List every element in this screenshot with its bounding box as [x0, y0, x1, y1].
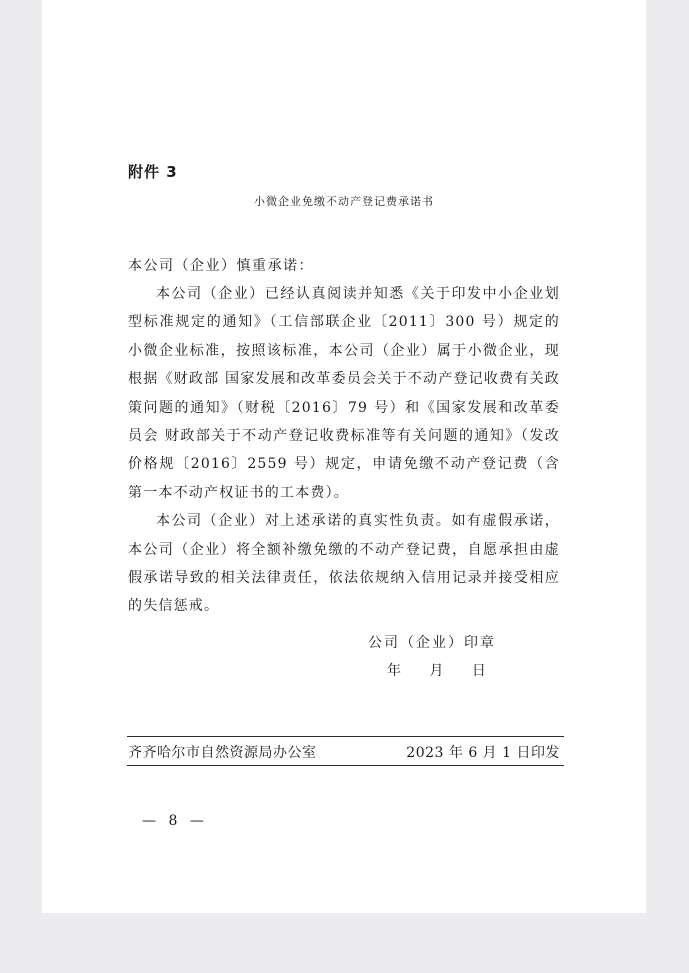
issue-date: 2023 年 6 月 1 日印发: [406, 745, 560, 761]
body-text: [128, 280, 560, 621]
date-placeholder: 年 月 日: [387, 663, 486, 679]
divider: [127, 765, 564, 766]
document-title: 小微企业免缴不动产登记费承诺书: [254, 195, 434, 208]
paragraph: 本公司（企业）已经认真阅读并知悉《关于印发中小企业划型标准规定的通知》（工信部联企业〔2011〕300 号）规定的小微企业标准，按照该标准，本公司（企业）属于小微企业，现根据《财政部 国家发展和改革委员会关于不动产登记收费有关政策问题的通知》（财税〔2016〕79 号）和《国家发展和改革委员会 财政部关于不动产登记收费标准等有关问题的通知》（发改价格规〔2016〕2559 号）规定，申请免缴不动产登记费（含第一本不动产权证书的工本费）。: [128, 286, 560, 501]
document-page: [42, 0, 646, 913]
salutation: 本公司（企业）慎重承诺：: [128, 258, 314, 274]
attachment-label: 附件 3: [128, 163, 178, 181]
issuer: 齐齐哈尔市自然资源局办公室: [128, 745, 317, 761]
paragraph: 本公司（企业）对上述承诺的真实性负责。如有虚假承诺，本公司（企业）将全额补缴免缴的不动产登记费，自愿承担由虚假承诺导致的相关法律责任，依法依规纳入信用记录并接受相应的失信惩戒。: [128, 513, 560, 615]
seal-label: 公司（企业）印章: [368, 635, 496, 651]
divider: [127, 736, 564, 737]
page-number: — 8 —: [142, 813, 208, 829]
